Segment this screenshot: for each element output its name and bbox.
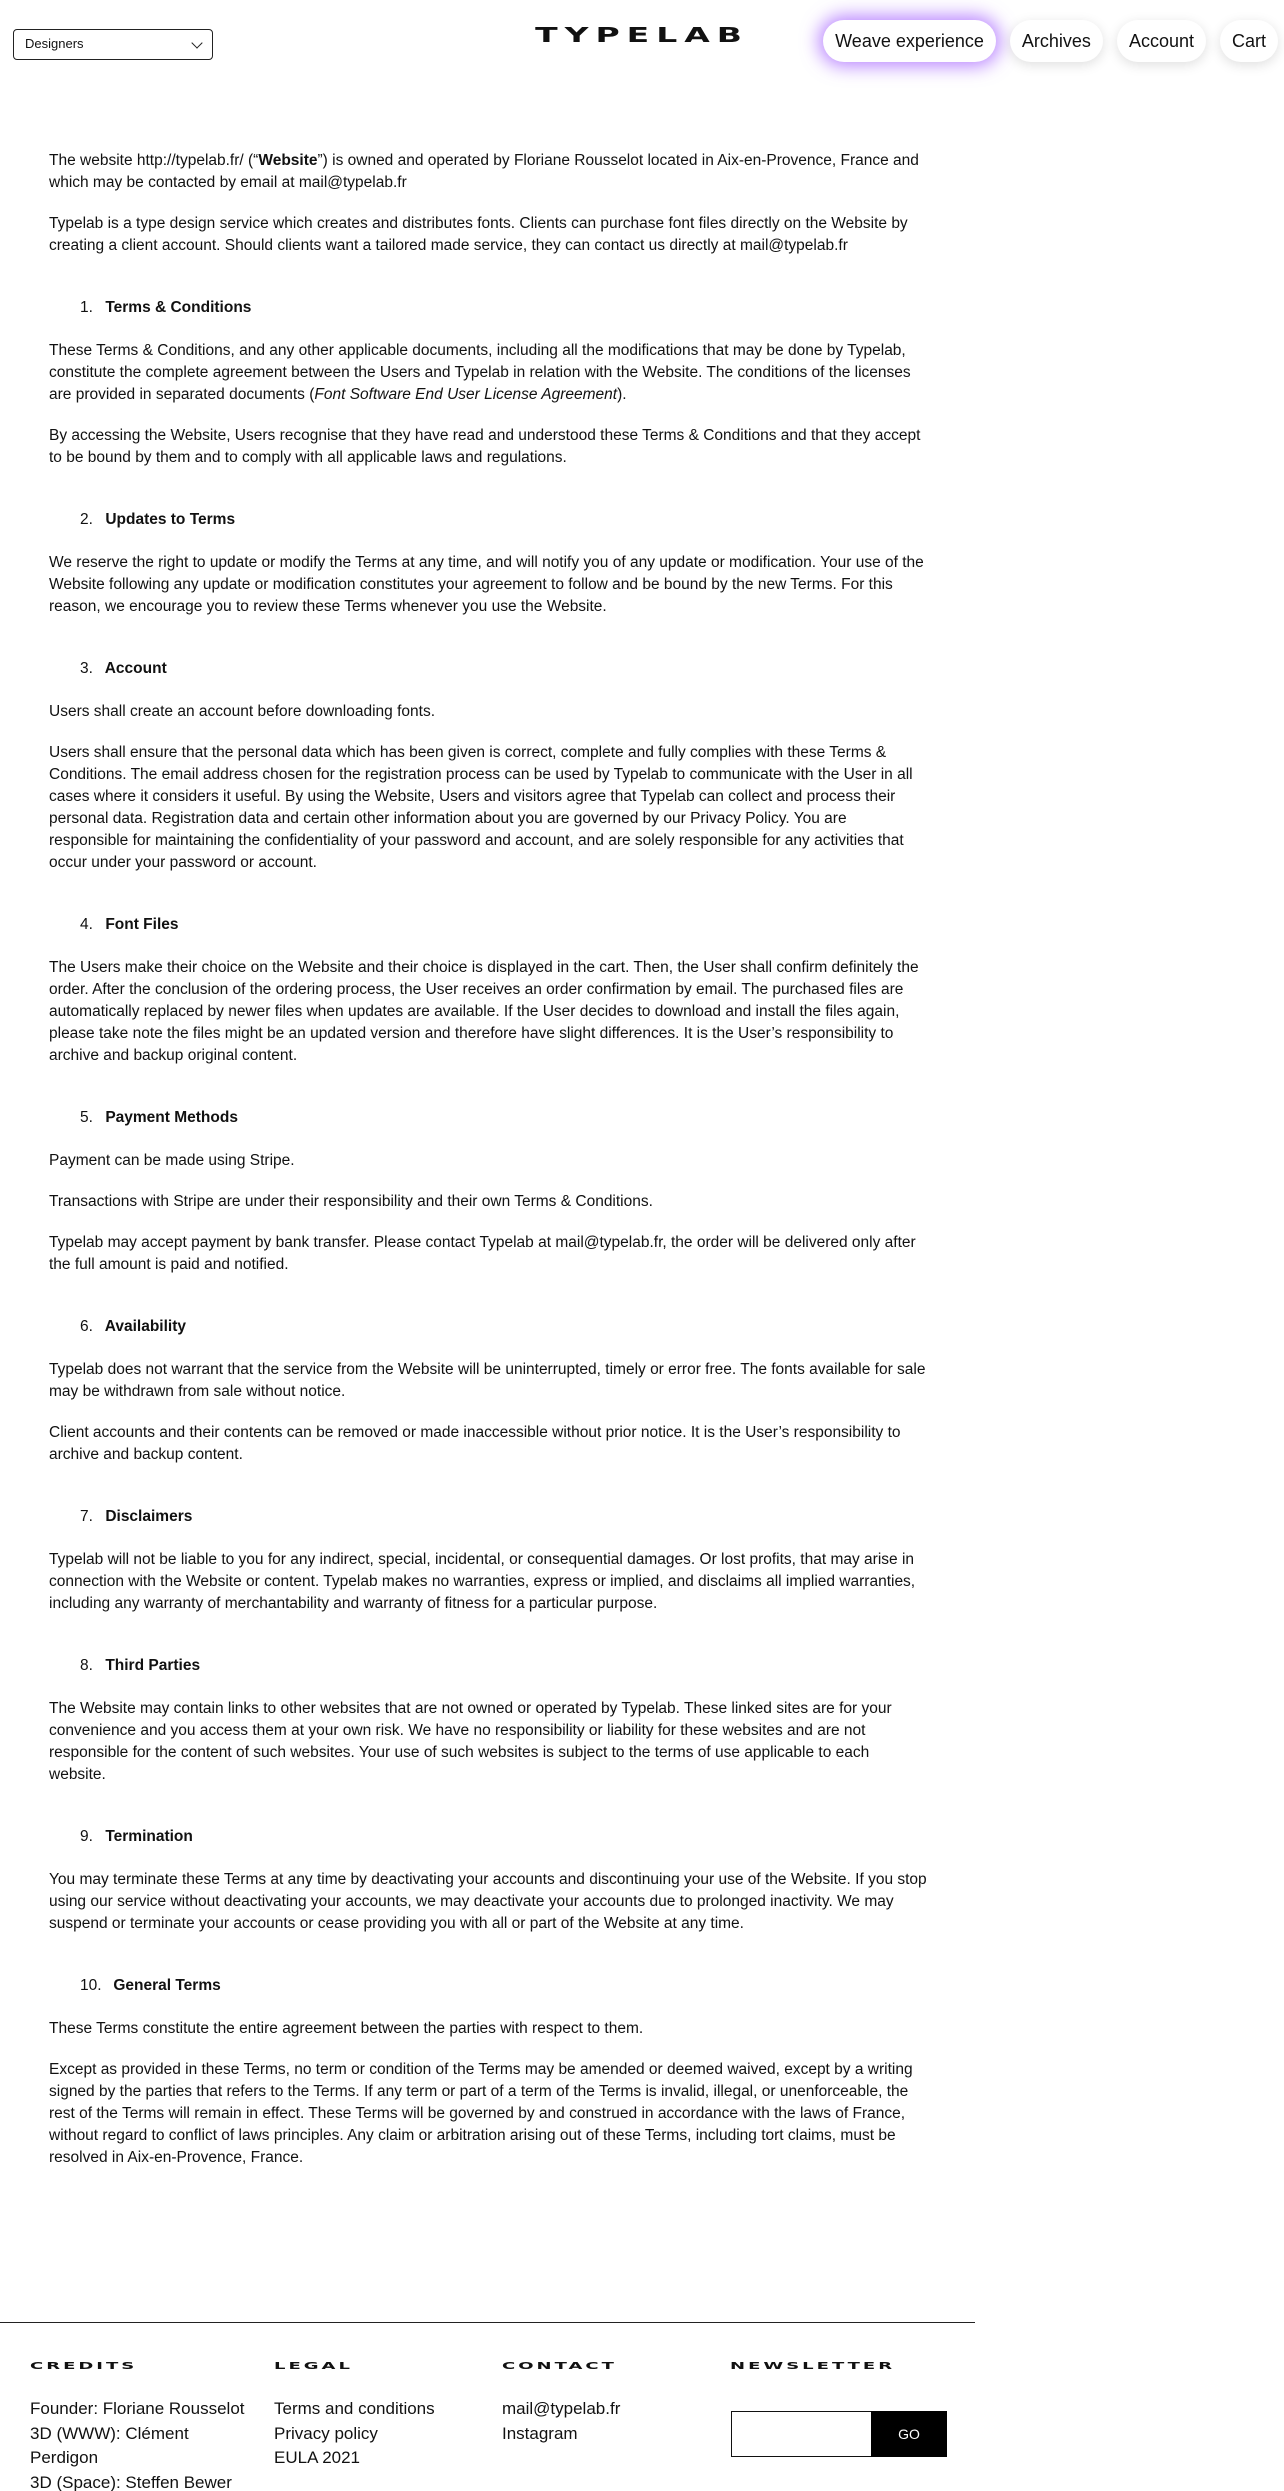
section-name: Terms & Conditions [105, 299, 252, 316]
section-title-termination [80, 1826, 929, 1848]
section-paragraph: You may terminate these Terms at any time by deactivating your accounts and discontinuing your use of the Website. If you stop using our service without deactivating your accounts, we may deactivate your accounts due to prolonged inactivity. We may suspend or terminate your accounts or cease providing you with all or part of the Website at any time. [49, 1871, 927, 1932]
newsletter-heading: NEWSLETTER [730, 2360, 896, 2372]
footer-divider [0, 2322, 975, 2323]
section-paragraph [49, 340, 929, 406]
section-paragraph: These Terms constitute the entire agreement between the parties with respect to them. [49, 2020, 644, 2037]
section-paragraph: The Website may contain links to other websites that are not owned or operated by Typelab. These linked sites are for your convenience and you access them at your own risk. We have no responsibility or liability for these websites and are not responsible for the content of such websites. Your use of such websites is subject to the terms of use applicable to each website. [49, 1700, 892, 1783]
footer-contact [502, 2360, 620, 2446]
footer-newsletter [730, 2360, 895, 2397]
intro-text: ”) is owned and operated by Floriane Rousselot located in Aix-en-Provence, France and which may be contacted by email at mail@typelab.fr [49, 152, 919, 191]
site-header [0, 0, 1284, 85]
credit-line: 3D (WWW): Clément [30, 2423, 189, 2443]
terms-link[interactable]: Terms and conditions [274, 2399, 435, 2418]
section-number: 10. [80, 1977, 102, 1994]
section-title-terms-conditions [80, 297, 929, 319]
credits-heading: CREDITS [30, 2360, 138, 2372]
nav-cart[interactable]: Cart [1220, 20, 1278, 62]
terms-content [49, 150, 929, 2188]
footer-credits [30, 2360, 245, 2491]
section-name: Disclaimers [105, 1508, 193, 1525]
email-link[interactable]: mail@typelab.fr [502, 2399, 621, 2418]
section-paragraph: We reserve the right to update or modify the Terms at any time, and will notify you of any update or modification. Your use of the Website following any update or modification constitutes your agreement to follow and be bound by the new Terms. For this reason, we encourage you to review these Terms whenever you use the Website. [49, 554, 924, 615]
section-title-availability [80, 1316, 929, 1338]
legal-heading: LEGAL [274, 2360, 353, 2372]
section-name: Account [104, 660, 167, 677]
section-name: Third Parties [105, 1657, 201, 1674]
section-number: 1. [80, 299, 93, 316]
section-number: 7. [80, 1508, 93, 1525]
section-paragraph: The Users make their choice on the Website and their choice is displayed in the cart. Then, the User shall confirm definitely the order. After the conclusion of the ordering process, the User receives an order confirmation by email. The purchased files are automatically replaced by newer files when updates are available. If the User decides to download and install the files again, please take note the files might be an updated version and therefore have slight differences. It is the User’s responsibility to archive and backup original content. [49, 959, 919, 1064]
typelab-logo[interactable]: TYPELAB [535, 22, 749, 47]
section-paragraph: Typelab will not be liable to you for any indirect, special, incidental, or consequential damages. Or lost profits, that may arise in connection with the Website or content. Typelab makes no warranties, express or implied, and disclaims all implied warranties, including any warranty of merchantability and warranty of fitness for a particular purpose. [49, 1551, 916, 1612]
credit-line: 3D (Space): Steffen Bewer [30, 2472, 232, 2491]
privacy-policy-link[interactable]: Privacy policy [274, 2423, 378, 2443]
contact-heading: CONTACT [502, 2360, 617, 2372]
newsletter-form [731, 2411, 947, 2457]
newsletter-email-input[interactable] [731, 2411, 871, 2457]
nav-archives[interactable]: Archives [1010, 20, 1103, 62]
section-name: Termination [105, 1828, 193, 1845]
section-paragraph: Client accounts and their contents can be removed or made inaccessible without prior notice. It is the User’s responsibility to archive and backup content. [49, 1424, 901, 1463]
eula-reference: Font Software End User License Agreement [314, 386, 618, 403]
section-paragraph: Typelab may accept payment by bank transfer. Please contact Typelab at mail@typelab.fr, the order will be delivered only after the full amount is paid and notified. [49, 1234, 916, 1273]
section-paragraph: Typelab does not warrant that the service from the Website will be uninterrupted, timely or error free. The fonts available for sale may be withdrawn from sale without notice. [49, 1361, 926, 1400]
credit-line: Perdigon [30, 2448, 99, 2467]
eula-link[interactable]: EULA 2021 [274, 2448, 361, 2467]
section-name: Font Files [105, 916, 179, 933]
section-text: These Terms & Conditions, and any other applicable documents, including all the modifications that may be done by Typelab, constitute the complete agreement between the Users and Typelab in relation with the Website. The conditions of the licenses are provided in separated documents ( [49, 342, 911, 403]
intro-text: The website http://typelab.fr/ (“ [49, 152, 259, 169]
section-paragraph: Payment can be made using Stripe. [49, 1152, 295, 1169]
main-nav [823, 20, 1278, 62]
credit-line: Founder: Floriane Rousselot [30, 2399, 245, 2418]
section-number: 5. [80, 1109, 93, 1126]
section-paragraph: Users shall create an account before downloading fonts. [49, 703, 436, 720]
section-title-general-terms [80, 1975, 929, 1997]
newsletter-go-button[interactable]: GO [871, 2411, 947, 2457]
section-number: 6. [80, 1318, 93, 1335]
section-number: 2. [80, 511, 93, 528]
section-title-disclaimers [80, 1506, 929, 1528]
section-paragraph: Users shall ensure that the personal data which has been given is correct, complete and fully complies with these Terms & Conditions. The email address chosen for the registration process can be used by Typelab to communicate with the User in all cases where it considers it useful. By using the Website, Users and visitors agree that Typelab can collect and process their personal data. Registration data and certain other information about you are governed by our Privacy Policy. You are responsible for maintaining the confidentiality of your password and account, and are solely responsible for any activities that occur under your password or account. [49, 744, 913, 871]
intro-paragraph-1 [49, 150, 929, 194]
section-name: Availability [104, 1318, 186, 1335]
section-title-font-files [80, 914, 929, 936]
footer-legal [274, 2360, 435, 2471]
section-paragraph: Transactions with Stripe are under their responsibility and their own Terms & Conditions. [49, 1193, 653, 1210]
designers-dropdown[interactable] [13, 29, 213, 60]
instagram-link[interactable]: Instagram [502, 2423, 578, 2443]
section-title-account [80, 658, 929, 680]
section-number: 9. [80, 1828, 93, 1845]
section-title-third-parties [80, 1655, 929, 1677]
chevron-down-icon [191, 37, 202, 48]
section-number: 3. [80, 660, 93, 677]
section-name: General Terms [113, 1977, 221, 1994]
section-paragraph: Except as provided in these Terms, no term or condition of the Terms may be amended or deemed waived, except by a writing signed by the parties that refers to the Terms. If any term or part of a term of the Terms is invalid, illegal, or unenforceable, the rest of the Terms will remain in effect. These Terms will be governed by and construed in accordance with the laws of France, without regard to conflict of laws principles. Any claim or arbitration arising out of these Terms, including tort claims, must be resolved in Aix-en-Provence, France. [49, 2061, 913, 2166]
section-title-payment [80, 1107, 929, 1129]
intro-paragraph-2: Typelab is a type design service which creates and distributes fonts. Clients can purchase font files directly on the Website by creating a client account. Should clients want a tailored made service, they can contact us directly at mail@typelab.fr [49, 215, 908, 254]
nav-weave-experience[interactable]: Weave experience [823, 20, 996, 62]
section-title-updates [80, 509, 929, 531]
section-number: 4. [80, 916, 93, 933]
section-name: Updates to Terms [105, 511, 236, 528]
website-term: Website [258, 152, 318, 169]
section-text: ). [617, 386, 627, 403]
nav-account[interactable]: Account [1117, 20, 1206, 62]
designers-dropdown-label: Designers [25, 36, 84, 51]
section-number: 8. [80, 1657, 93, 1674]
section-paragraph: By accessing the Website, Users recognise that they have read and understood these Terms & Conditions and that they accept to be bound by them and to comply with all applicable laws and regulations. [49, 427, 921, 466]
section-name: Payment Methods [105, 1109, 238, 1126]
